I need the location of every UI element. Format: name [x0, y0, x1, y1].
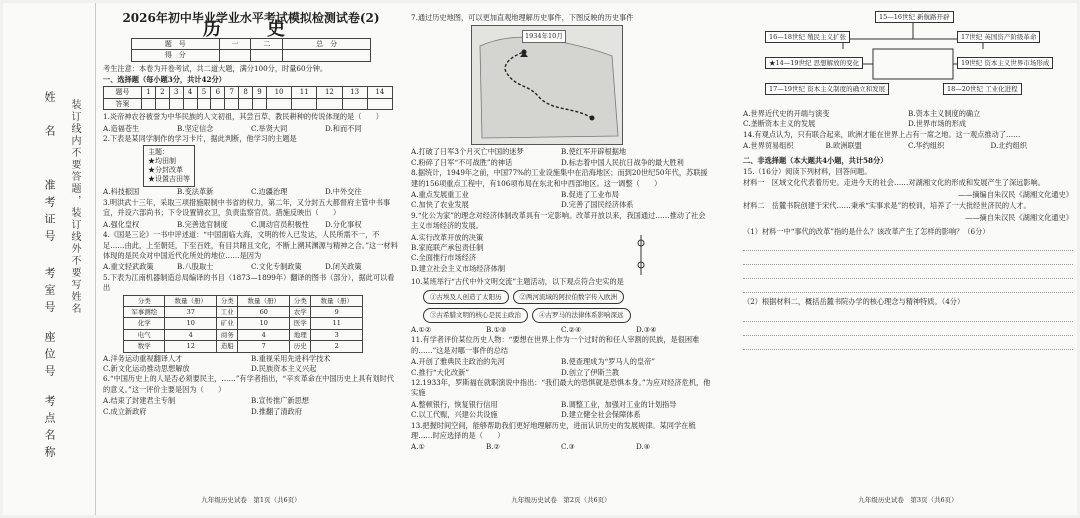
seal-warning: 装订线内不要答题，装订线外不要写姓名 [69, 99, 80, 315]
answer-input-cell[interactable] [253, 98, 267, 109]
exam-sheet [3, 3, 1077, 515]
table-cell: 10 [165, 318, 216, 329]
option[interactable]: A.强化皇权 [103, 219, 140, 229]
answer-grid-cell: 4 [183, 87, 197, 98]
options-q13-diagram [743, 109, 1073, 130]
table-cell: 造船 [216, 341, 238, 352]
question-15: 15.（16分）阅读下列材料，回答问题。 [743, 167, 872, 177]
option[interactable]: B.资本主义制度的确立 [908, 109, 981, 118]
table-cell: 数学 [124, 341, 165, 352]
option[interactable]: B.② [486, 442, 501, 452]
option[interactable]: B.使查理成为“罗马人的皇帝” [561, 357, 655, 367]
question-12: 12.1933年，罗斯福在就职演说中指出：“我们最大的恐惧就是恐惧本身。”为应对经济危机，他实施 [411, 377, 711, 398]
seal-label-seat: 座位号 [43, 331, 56, 382]
diagram-right2: 19世纪 资本主义世界市场形成 [957, 57, 1053, 69]
option[interactable]: A.重点发展重工业 [411, 190, 469, 200]
section-1-heading: 一、选择题（每小题3分，共计42分） [103, 75, 226, 85]
answer-input-cell[interactable] [155, 98, 169, 109]
map-label: 1934年10月 [522, 30, 566, 42]
table-cell: 地理 [289, 329, 311, 340]
diagram-center: 15—16世纪 新航路开辟 [875, 11, 954, 23]
option[interactable]: C.举贤大同 [251, 123, 288, 133]
option[interactable]: A.造福苍生 [103, 123, 140, 133]
sub-question-2: （2）根据材料二，概括岳麓书院办学的核心理念与精神特质。（4分） [743, 297, 965, 307]
table-cell: 农学 [289, 306, 311, 317]
card-line: ★分封改革 [148, 166, 183, 175]
option[interactable]: C.加快了农业发展 [411, 200, 469, 210]
option[interactable]: D.分化事权 [325, 219, 362, 229]
table-row [124, 318, 363, 329]
option[interactable]: D.建立健全社会保障体系 [561, 410, 641, 420]
score-cell[interactable] [283, 50, 371, 61]
question-2: 2.下表是某同学制作的学习卡片，据此判断，他学习的主题是 [103, 134, 297, 144]
options-q9 [411, 233, 611, 277]
option[interactable]: B.变法革新 [177, 187, 214, 197]
option[interactable]: A.重文轻武政策 [103, 262, 154, 272]
seal-label-ticket: 准考证号 [43, 179, 56, 247]
answer-input-cell[interactable] [342, 98, 367, 109]
answer-area[interactable] [743, 254, 1073, 265]
card-line: 主题： [148, 148, 169, 157]
option[interactable]: A.开创了雅典民主政治的先河 [411, 357, 505, 367]
table-header-cell: 数量（册） [165, 295, 216, 306]
table-cell: 4 [165, 329, 216, 340]
option[interactable]: D.中外交往 [325, 187, 362, 197]
diagram-bottom-left: 17—19世纪 资本主义制度的确立和发展 [765, 83, 889, 95]
question-11: 11.有学者评价某位历史人物：“要想在世界上作为一个过时的和任人宰割的民族，是很困难的……”这是对哪一事件的总结 [411, 335, 700, 355]
options-q3 [103, 220, 399, 230]
option[interactable]: D.推翻了清政府 [251, 406, 302, 416]
q9-timeline-figure [611, 233, 671, 277]
page-footer: 九年级历史试卷 第3页（共6页） [858, 495, 958, 504]
option[interactable]: C.调动官员积极性 [251, 219, 309, 229]
option[interactable]: D.闭关政策 [325, 262, 362, 272]
option[interactable]: A.洋务运动重视翻译人才 [103, 353, 183, 363]
answer-input-cell[interactable] [317, 98, 342, 109]
option[interactable]: A.① [411, 442, 425, 452]
table-row [124, 341, 363, 352]
table-header-cell: 分类 [216, 295, 238, 306]
option[interactable]: B.欧洲联盟 [825, 141, 862, 151]
answer-grid-cell: 1 [142, 87, 156, 98]
table-cell: 医学 [289, 318, 311, 329]
answer-input-cell[interactable] [142, 98, 156, 109]
sub-question-1: （1）材料一中“事代的改革”指的是什么？该改革产生了怎样的影响？（6分） [743, 227, 990, 237]
option[interactable]: B.八股取士 [177, 262, 214, 272]
answer-area[interactable] [743, 339, 1073, 350]
option[interactable]: C.华约组织 [908, 141, 945, 151]
option[interactable]: B.重视采用先进科学技术 [251, 353, 331, 363]
options-q11 [411, 357, 711, 378]
answer-area[interactable] [743, 325, 1073, 336]
option[interactable]: A.世界贸易组织 [743, 141, 794, 151]
seal-strip [3, 3, 96, 515]
options-q5 [103, 354, 399, 375]
option[interactable]: D.③④ [636, 324, 657, 334]
answer-grid-cell: 8 [239, 87, 253, 98]
option[interactable]: C.新文化运动推动思想解放 [103, 363, 190, 373]
table-cell: 电气 [124, 329, 165, 340]
question-4: 4.《国是三论》一书中评述道：“中国面临大海，文明的传入已发达，人民所需不一，不足……由此，上至朝廷，下至百姓，有目共睹且文化，不断上溯其渊源与精神之合。”这一材料体现的是民众对中国近代化所处的地位……是因为 [103, 230, 398, 260]
material-1: 材料一 区域文化代表着历史。走进今天的社会……对湖湘文化的形成和发展产生了深远影响。 [743, 178, 1045, 188]
diagram-left1: 16—18世纪 殖民主义扩张 [765, 31, 850, 43]
study-card [143, 145, 195, 187]
option[interactable]: B.家庭联产承包责任制 [411, 243, 484, 253]
table-cell: 10 [238, 318, 289, 329]
material-1-source: ——摘编自朱汉民《湖湘文化通史》 [957, 189, 1073, 199]
option[interactable]: C.全面推行市场经济 [411, 253, 477, 263]
option[interactable]: B.调整工业，加强对工业的计划指导 [561, 399, 677, 409]
statement-bubble: ②两河流域的阿拉伯数字传入欧洲 [513, 290, 625, 304]
diagram-bottom-right: 18—20世纪 工业化进程 [943, 83, 1022, 95]
option[interactable]: C.③ [561, 442, 575, 452]
section-2-heading: 二、非选择题（本大题共4小题，共计58分） [743, 155, 888, 165]
exam-title: 2026年初中毕业学业水平考试模拟检测试卷(2) [122, 11, 380, 25]
table-cell: 3 [311, 329, 363, 340]
march-route-map [471, 25, 623, 145]
answer-grid-cell: 11 [292, 87, 317, 98]
question-3: 3.明洪武十三年，采取三项措施限制中书省的权力，第二年，又分封五大都督府主管中书事宜，并设六部尚书；下令设置锦衣卫，负责监察官员。措施反映出（ ） [103, 197, 391, 218]
answer-grid-cell: 14 [367, 87, 392, 98]
table-cell: 军事测绘 [124, 306, 165, 317]
table-row [124, 306, 363, 317]
options-q4 [103, 262, 399, 272]
options-q2 [103, 187, 399, 197]
answer-row-label: 答案 [104, 98, 142, 109]
answer-grid-cell: 9 [253, 87, 267, 98]
table-header-cell: 分类 [289, 295, 311, 306]
score-table [131, 38, 371, 62]
question-7: 7.通过历史地图，可以更加直观地理解历史事件，下图反映的历史事件 [411, 13, 634, 22]
diagram-left2: ★14—19世纪 思想解放的变化 [765, 57, 863, 69]
answer-area[interactable] [743, 268, 1073, 279]
q10-items [421, 288, 711, 325]
score-header: 总 分 [283, 38, 371, 49]
table-cell: 37 [165, 306, 216, 317]
options-q1 [103, 124, 399, 134]
option[interactable]: C.成立新政府 [103, 406, 147, 416]
table-cell: 4 [238, 329, 289, 340]
seal-label-name: 姓 名 [43, 91, 56, 142]
option[interactable]: D.和而不同 [325, 123, 362, 133]
option[interactable]: B.①③ [486, 324, 507, 334]
page-2 [411, 3, 711, 515]
options-q8 [411, 190, 711, 211]
answer-input-cell[interactable] [266, 98, 291, 109]
subject-title: 历 史 [203, 19, 299, 41]
diagram-right1: 17世纪 英国资产阶级革命 [957, 31, 1040, 43]
card-line: ★设置吉田等 [148, 175, 190, 184]
material-2-source: ——摘自朱汉民《湖湘文化通史》 [965, 212, 1073, 222]
answer-grid-cell: 10 [266, 87, 291, 98]
seal-label-room: 考室号 [43, 267, 56, 318]
option[interactable]: B.使红军开辟根据地 [561, 147, 627, 157]
answer-input-cell[interactable] [183, 98, 197, 109]
question-9: 9.“化公为家”的理念对经济体制改革具有一定影响。改革开放以来，我国通过……推动了社会主义市场经济的发展。 [411, 210, 706, 231]
answer-input-cell[interactable] [239, 98, 253, 109]
answer-area[interactable] [743, 282, 1073, 293]
q5-table [123, 295, 363, 353]
table-cell: 11 [311, 318, 363, 329]
option[interactable]: C.边疆治理 [251, 187, 288, 197]
option[interactable]: A.实行改革开放的决策 [411, 232, 484, 242]
option[interactable]: C.垄断资本主义的发展 [743, 119, 816, 129]
option[interactable]: A.①② [411, 324, 432, 334]
options-q14 [743, 141, 1073, 151]
page-1 [103, 3, 399, 515]
question-5: 5.下表为江南机器制造总局编译的书目（1873—1899年）翻译的图书（部分），据此可以看出 [103, 272, 395, 293]
table-cell: 2 [311, 341, 363, 352]
answer-grid-cell: 2 [155, 87, 169, 98]
option[interactable]: C.粉碎了日军“不可战胜”的神话 [411, 157, 513, 167]
answer-grid [103, 86, 393, 110]
option[interactable]: C.以工代赈，兴建公共设施 [411, 410, 498, 420]
map-drawing [472, 26, 622, 144]
table-header-cell: 分类 [124, 295, 165, 306]
table-cell: 工业 [216, 306, 238, 317]
answer-grid-cell: 12 [317, 87, 342, 98]
option[interactable]: B.宣传推广新思想 [251, 396, 309, 406]
answer-input-cell[interactable] [292, 98, 317, 109]
option[interactable]: A.世界近代史的开端与演变 [743, 109, 830, 118]
seal-label-site: 考点名称 [43, 395, 56, 463]
options-q6 [103, 396, 399, 417]
answer-grid-cell: 3 [169, 87, 183, 98]
score-cell[interactable] [219, 50, 251, 61]
answer-grid-cell: 13 [342, 87, 367, 98]
table-cell: 12 [165, 341, 216, 352]
option[interactable]: D.标志着中国人民抗日战争的最大胜利 [561, 157, 684, 167]
history-diagram [763, 9, 1073, 105]
option[interactable]: C.②④ [561, 324, 582, 334]
table-header-cell: 数量（册） [311, 295, 363, 306]
score-header: 二 [251, 38, 283, 49]
q9-block [411, 233, 711, 277]
options-q10 [411, 325, 711, 335]
score-row-label: 得 分 [132, 50, 220, 61]
option[interactable]: D.民族资本主义兴起 [251, 363, 317, 373]
options-q7 [411, 147, 711, 168]
options-q12 [411, 400, 711, 421]
option[interactable]: D.完善了国民经济体系 [561, 200, 634, 210]
page-3 [743, 3, 1073, 515]
answer-input-cell[interactable] [225, 98, 239, 109]
answer-input-cell[interactable] [197, 98, 211, 109]
option[interactable]: A.科技振国 [103, 187, 140, 197]
option[interactable]: D.创立了伊斯兰教 [561, 367, 620, 377]
option[interactable]: B.促进了工业布局 [561, 190, 619, 200]
option[interactable]: D.北约组织 [990, 141, 1028, 151]
option[interactable]: B.坚定信念 [177, 123, 214, 133]
option[interactable]: C.推行“大化改新” [411, 367, 470, 377]
exam-note: 考生注意：本卷为开卷考试，共二道大题，满分100分，时量60分钟。 [103, 63, 328, 73]
question-13: 13.把握时间空间，能够帮助我们更好地理解历史，进而认识历史的发展规律。某同学在梳理……时应选择的是（ ） [411, 420, 696, 440]
option[interactable]: A.整顿银行，恢复银行信用 [411, 399, 498, 409]
score-header: 题 号 [132, 38, 220, 49]
question-6: 6.“中国历史上的人是否必须要民主，……”有学者指出，“辛亥革命在中国历史上具有划时代的意义。”这一评价主要是因为（ ） [103, 374, 395, 394]
table-cell: 矿业 [216, 318, 238, 329]
statement-bubble: ③古希腊文明的核心是民主政治 [423, 308, 528, 322]
answer-grid-cell: 5 [197, 87, 211, 98]
answer-area[interactable] [743, 240, 1073, 251]
question-8: 8.据统计，1949年之前，中国77%的工业设施集中在沿海地区；而到20世纪50年代，苏联援建的156项重点工程中，有106项布局在东北和中西部地区。这一调整（ ） [411, 168, 708, 188]
question-1: 1.炎帝神农谷被誉为中华民族的人文初祖，其尝百草、教民耕种的传说体现的是（ ） [103, 112, 383, 122]
table-cell: 7 [238, 341, 289, 352]
option[interactable]: D.世界市场的形成 [908, 119, 967, 129]
option[interactable]: C.文化专制政策 [251, 262, 302, 272]
score-header: 一 [219, 38, 251, 49]
page-footer: 九年级历史试卷 第1页（共6页） [201, 495, 301, 504]
answer-grid-cell: 7 [225, 87, 239, 98]
table-cell: 化学 [124, 318, 165, 329]
table-cell: 历史 [289, 341, 311, 352]
answer-input-cell[interactable] [169, 98, 183, 109]
option[interactable]: B.完善选官制度 [177, 219, 228, 229]
options-q13 [411, 442, 711, 452]
option[interactable]: A.结束了封建君主专制 [103, 396, 176, 406]
score-cell[interactable] [251, 50, 283, 61]
statement-bubble: ①古埃及人创造了太阳历 [423, 290, 509, 304]
option[interactable]: D.④ [636, 442, 651, 452]
material-2: 材料二 岳麓书院创建于宋代……秉承“实事求是”的校训，培养了一大批经世济民的人才。 [743, 201, 1031, 211]
answer-area[interactable] [743, 311, 1073, 322]
statement-bubble: ④古罗马的法律体系影响深远 [532, 308, 631, 322]
option[interactable]: D.建立社会主义市场经济体制 [411, 263, 506, 273]
option[interactable]: A.打破了日军3个月灭亡中国的迷梦 [411, 147, 524, 157]
answer-input-cell[interactable] [211, 98, 225, 109]
table-cell: 商务 [216, 329, 238, 340]
question-14: 14.有观点认为，只有联合起来，欧洲才能在世界上占有一席之地。这一观点推动了…… [743, 129, 1021, 139]
table-header-cell: 数量（册） [238, 295, 289, 306]
card-line: ★均田制 [148, 157, 176, 166]
page-footer: 九年级历史试卷 第2页（共6页） [511, 495, 611, 504]
answer-grid-cell: 题号 [104, 87, 142, 98]
answer-input-cell[interactable] [367, 98, 392, 109]
question-10: 10.某班举行“古代中外文明交流”主题活动，以下观点符合史实的是 [411, 276, 624, 286]
answer-grid-cell: 6 [211, 87, 225, 98]
table-cell: 9 [311, 306, 363, 317]
table-row [124, 329, 363, 340]
table-cell: 60 [238, 306, 289, 317]
